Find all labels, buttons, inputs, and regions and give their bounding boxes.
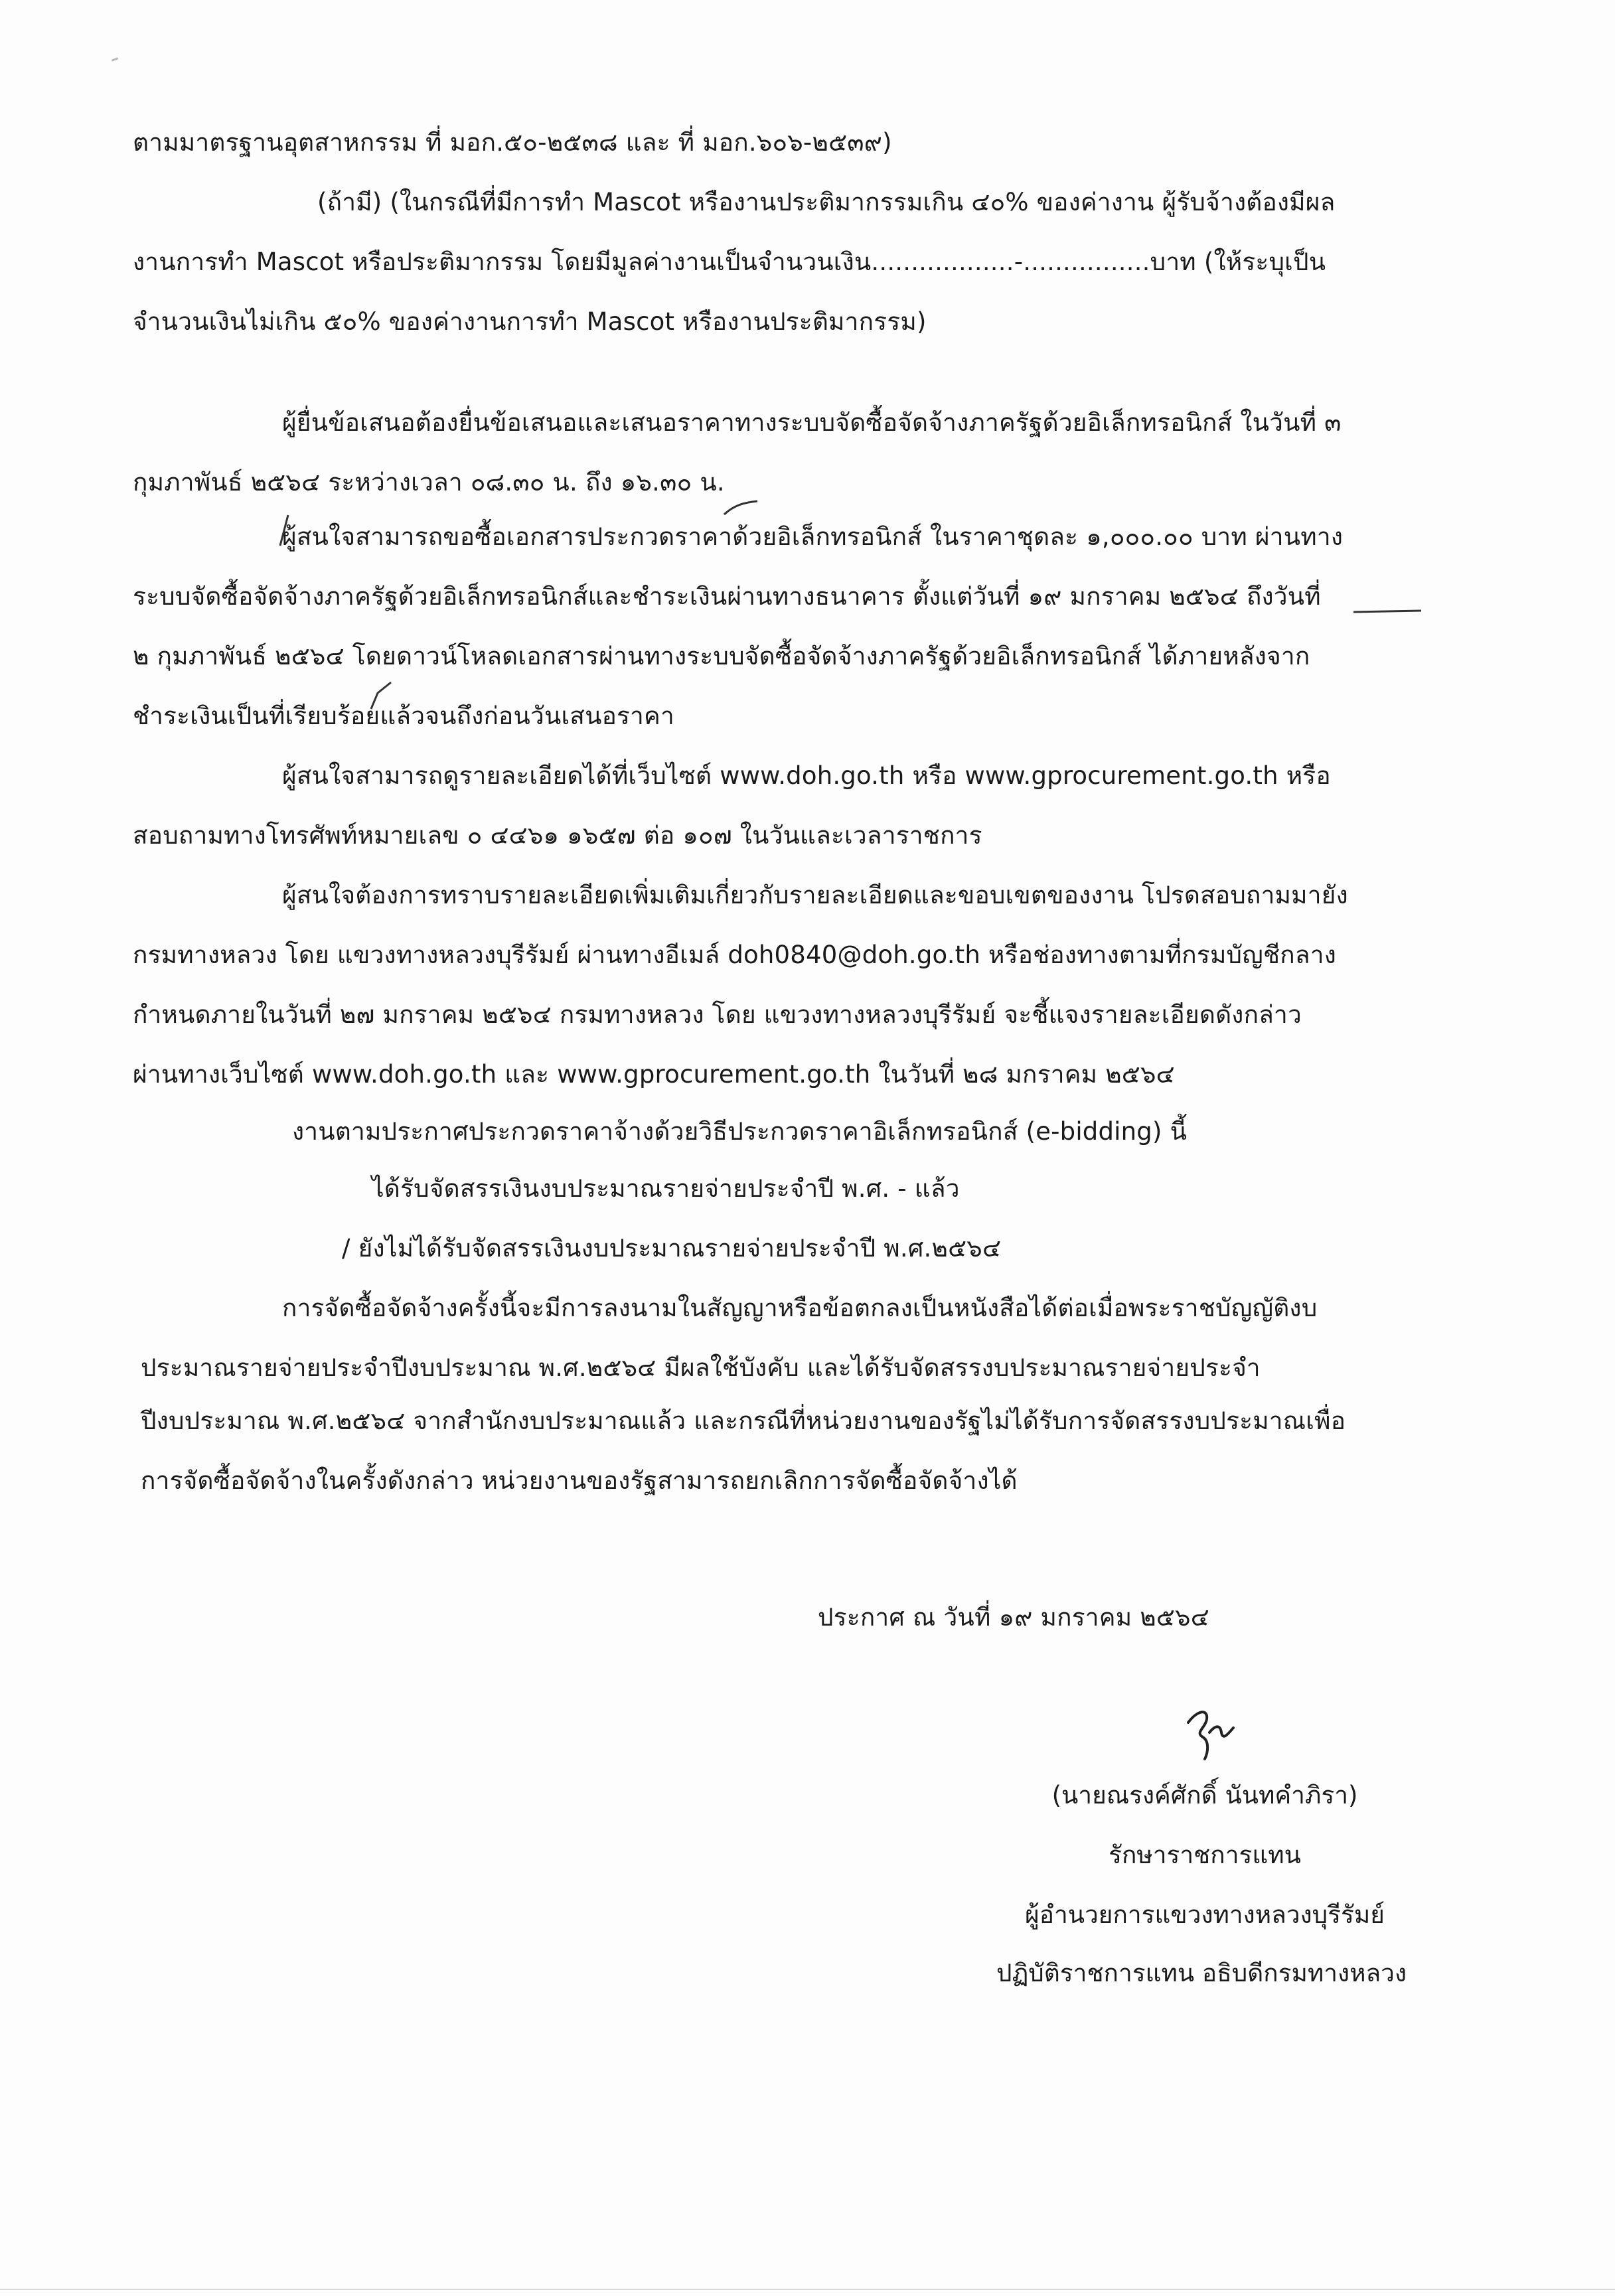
announcement-date: ประกาศ ณ วันที่ ๑๙ มกราคม ๒๕๖๔ <box>818 1603 1209 1632</box>
body-line-8: ระบบจัดซื้อจัดจ้างภาครัฐด้วยอิเล็กทรอนิกส์และชำระเงินผ่านทางธนาคาร ตั้งแต่วันที่ ๑๙ มกราคม ๒๕๖๔ ถึงวันที่ <box>133 582 1321 611</box>
scan-bottom-edge <box>0 2289 1615 2290</box>
pen-underline-mark <box>1351 607 1424 616</box>
body-line-4: จำนวนเงินไม่เกิน ๕๐% ของค่างานการทำ Mascot หรืองานประติมากรรม) <box>133 307 927 336</box>
body-line-13: ผู้สนใจต้องการทราบรายละเอียดเพิ่มเติมเกี่ยวกับรายละเอียดและขอบเขตของงาน โปรดสอบถามมายัง <box>282 881 1348 909</box>
pen-stroke-mark <box>721 498 761 518</box>
signatory-acting: รักษาราชการแทน <box>1109 1841 1301 1869</box>
body-line-15: กำหนดภายในวันที่ ๒๗ มกราคม ๒๕๖๔ กรมทางหลวง โดย แขวงทางหลวงบุรีรัมย์ จะชี้แจงรายละเอียดดังกล่าว <box>133 1000 1302 1029</box>
body-line-14: กรมทางหลวง โดย แขวงทางหลวงบุรีรัมย์ ผ่านทางอีเมล์ doh0840@doh.go.th หรือช่องทางตามที่กรมบัญชีกลาง <box>133 941 1336 969</box>
body-line-11: ผู้สนใจสามารถดูรายละเอียดได้ที่เว็บไซต์ www.doh.go.th หรือ www.gprocurement.go.th หรือ <box>282 761 1331 790</box>
signatory-position: ผู้อำนวยการแขวงทางหลวงบุรีรัมย์ <box>1025 1900 1385 1929</box>
scan-artifact <box>112 57 118 61</box>
body-line-9: ๒ กุมภาพันธ์ ๒๕๖๔ โดยดาวน์โหลดเอกสารผ่านทางระบบจัดซื้อจัดจ้างภาครัฐด้วยอิเล็กทรอนิกส์ ได้ภายหลังจาก <box>133 642 1310 670</box>
body-line-10: ชำระเงินเป็นที่เรียบร้อยแล้วจนถึงก่อนวันเสนอราคา <box>133 702 674 730</box>
signatory-on-behalf: ปฏิบัติราชการแทน อธิบดีกรมทางหลวง <box>996 1959 1407 1987</box>
body-line-21: ประมาณรายจ่ายประจำปีงบประมาณ พ.ศ.๒๕๖๔ มีผลใช้บังคับ และได้รับจัดสรรงบประมาณรายจ่ายประจำ <box>141 1353 1261 1382</box>
body-line-20: การจัดซื้อจัดจ้างครั้งนี้จะมีการลงนามในสัญญาหรือข้อตกลงเป็นหนังสือได้ต่อเมื่อพระราชบัญญัติงบ <box>282 1294 1318 1322</box>
body-line-12: สอบถามทางโทรศัพท์หมายเลข ๐ ๔๔๖๑ ๑๖๕๗ ต่อ ๑๐๗ ในวันและเวลาราชการ <box>133 821 982 850</box>
body-line-1: ตามมาตรฐานอุตสาหกรรม ที่ มอก.๕๐-๒๕๓๘ และ ที่ มอก.๖๐๖-๒๕๓๙) <box>133 128 892 157</box>
body-line-3: งานการทำ Mascot หรือประติมากรรม โดยมีมูลค่างานเป็นจำนวนเงิน..................-................บาท (ให้ระบุเป็น <box>133 248 1326 276</box>
signatory-name: (นายณรงค์ศักดิ์ นันทคำภิรา) <box>1051 1781 1358 1809</box>
body-line-16: ผ่านทางเว็บไซต์ www.doh.go.th และ www.gprocurement.go.th ในวันที่ ๒๘ มกราคม ๒๕๖๔ <box>133 1060 1175 1089</box>
body-line-22: ปีงบประมาณ พ.ศ.๒๕๖๔ จากสำนักงบประมาณแล้ว และกรณีที่หน่วยงานของรัฐไม่ได้รับการจัดสรรงบประมาณเพื่อ <box>141 1407 1346 1435</box>
budget-option-not-allocated: / ยังไม่ได้รับจัดสรรเงินงบประมาณรายจ่ายประจำปี พ.ศ.๒๕๖๔ <box>342 1234 1002 1263</box>
signature-image <box>1168 1696 1268 1769</box>
body-line-17: งานตามประกาศประกวดราคาจ้างด้วยวิธีประกวดราคาอิเล็กทรอนิกส์ (e-bidding) นี้ <box>292 1117 1188 1146</box>
body-line-6: กุมภาพันธ์ ๒๕๖๔ ระหว่างเวลา ๐๘.๓๐ น. ถึง ๑๖.๓๐ น. <box>133 468 725 497</box>
body-line-5: ผู้ยื่นข้อเสนอต้องยื่นข้อเสนอและเสนอราคาทางระบบจัดซื้อจัดจ้างภาครัฐด้วยอิเล็กทรอนิกส์ ในวันที่ ๓ <box>282 408 1342 437</box>
body-line-7: ผู้สนใจสามารถขอซื้อเอกสารประกวดราคาด้วยอิเล็กทรอนิกส์ ในราคาชุดละ ๑,๐๐๐.๐๐ บาท ผ่านทาง <box>282 522 1344 551</box>
budget-option-allocated: ได้รับจัดสรรเงินงบประมาณรายจ่ายประจำปี พ.ศ. - แล้ว <box>372 1174 960 1203</box>
body-line-23: การจัดซื้อจัดจ้างในครั้งดังกล่าว หน่วยงานของรัฐสามารถยกเลิกการจัดซื้อจัดจ้างได้ <box>141 1466 1018 1495</box>
body-line-2: (ถ้ามี) (ในกรณีที่มีการทำ Mascot หรืองานประติมากรรมเกิน ๔๐% ของค่างาน ผู้รับจ้างต้องมีผล <box>317 188 1336 216</box>
